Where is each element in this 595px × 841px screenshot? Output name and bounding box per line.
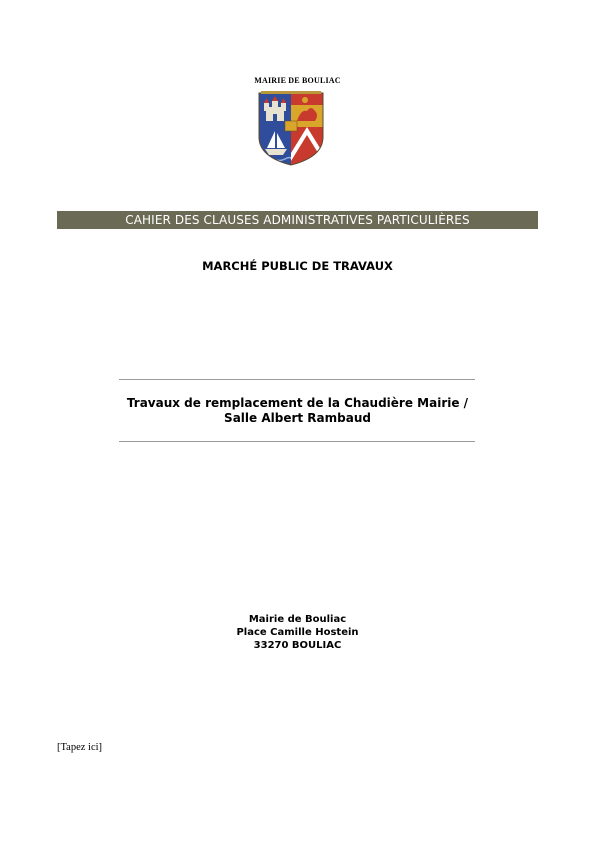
project-title [100,396,495,426]
address-line-1: Mairie de Bouliac [248,614,347,625]
address-block [0,613,595,652]
contract-type-title: MARCHÉ PUBLIC DE TRAVAUX [202,259,393,273]
coat-of-arms-icon [257,91,325,167]
project-title-line-2: Salle Albert Rambaud [224,411,371,425]
document-type-banner: CAHIER DES CLAUSES ADMINISTRATIVES PARTICULIÈRES [57,211,538,229]
logo-title: MAIRIE DE BOULIAC [254,76,341,85]
project-title-line-1: Travaux de remplacement de la Chaudière Mairie / [126,396,469,410]
address-line-3: 33270 BOULIAC [253,640,342,651]
divider-top [119,379,475,380]
divider-bottom [119,441,475,442]
address-line-2: Place Camille Hostein [236,627,359,638]
footer-placeholder[interactable]: [Tapez ici] [57,742,103,753]
